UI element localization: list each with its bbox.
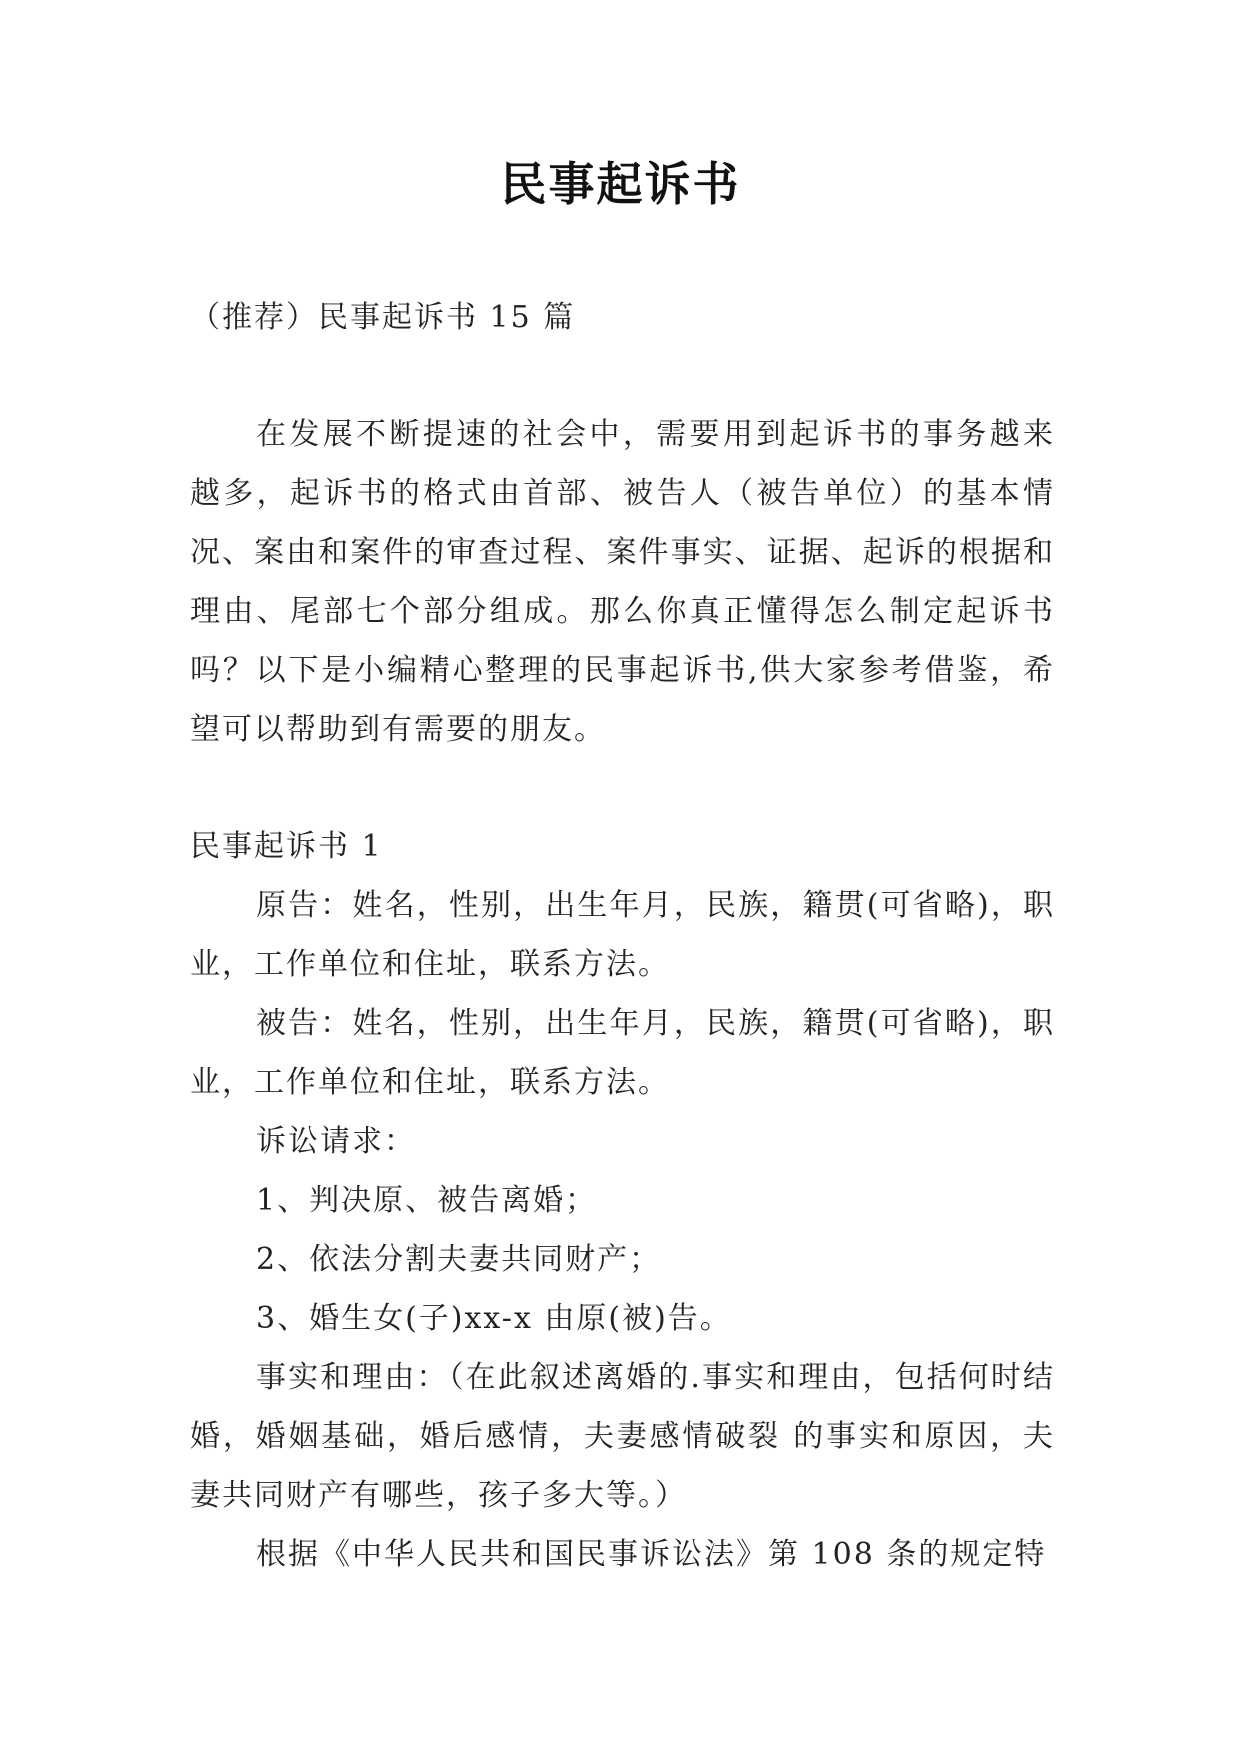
document-subtitle: （推荐）民事起诉书 15 篇 (190, 300, 576, 335)
claim-item: 3、婚生女(子)xx-x 由原(被)告。 (256, 1301, 732, 1336)
plaintiff-paragraph: 原告：姓名，性别，出生年月，民族，籍贯(可省略)，职业，工作单位和住址，联系方法。 (190, 888, 1055, 982)
section-heading: 民事起诉书 1 (190, 829, 383, 864)
defendant-paragraph: 被告：姓名，性别，出生年月，民族，籍贯(可省略)，职业，工作单位和住址，联系方法。 (190, 1006, 1055, 1100)
document-title: 民事起诉书 (500, 157, 741, 211)
intro-paragraph: 在发展不断提速的社会中，需要用到起诉书的事务越来越多，起诉书的格式由首部、被告人（被告单位）的基本情况、案由和案件的审查过程、案件事实、证据、起诉的根据和理由、尾部七个部分组成。那么你真正懂得怎么制定起诉书吗？以下是小编精心整理的民事起诉书,供大家参考借鉴，希望可以帮助到有需要的朋友。 (190, 417, 1055, 747)
claim-item: 2、依法分割夫妻共同财产； (256, 1242, 662, 1277)
section-1 (190, 817, 1055, 1584)
claim-item: 1、判决原、被告离婚； (256, 1183, 598, 1218)
legal-basis-paragraph: 根据《中华人民共和国民事诉讼法》第 108 条的规定特 (256, 1537, 1047, 1572)
facts-paragraph: 事实和理由：（在此叙述离婚的.事实和理由，包括何时结婚，婚姻基础，婚后感情，夫妻感情破裂 的事实和原因，夫妻共同财产有哪些，孩子多大等。） (190, 1360, 1055, 1513)
claims-label: 诉讼请求： (256, 1124, 416, 1159)
